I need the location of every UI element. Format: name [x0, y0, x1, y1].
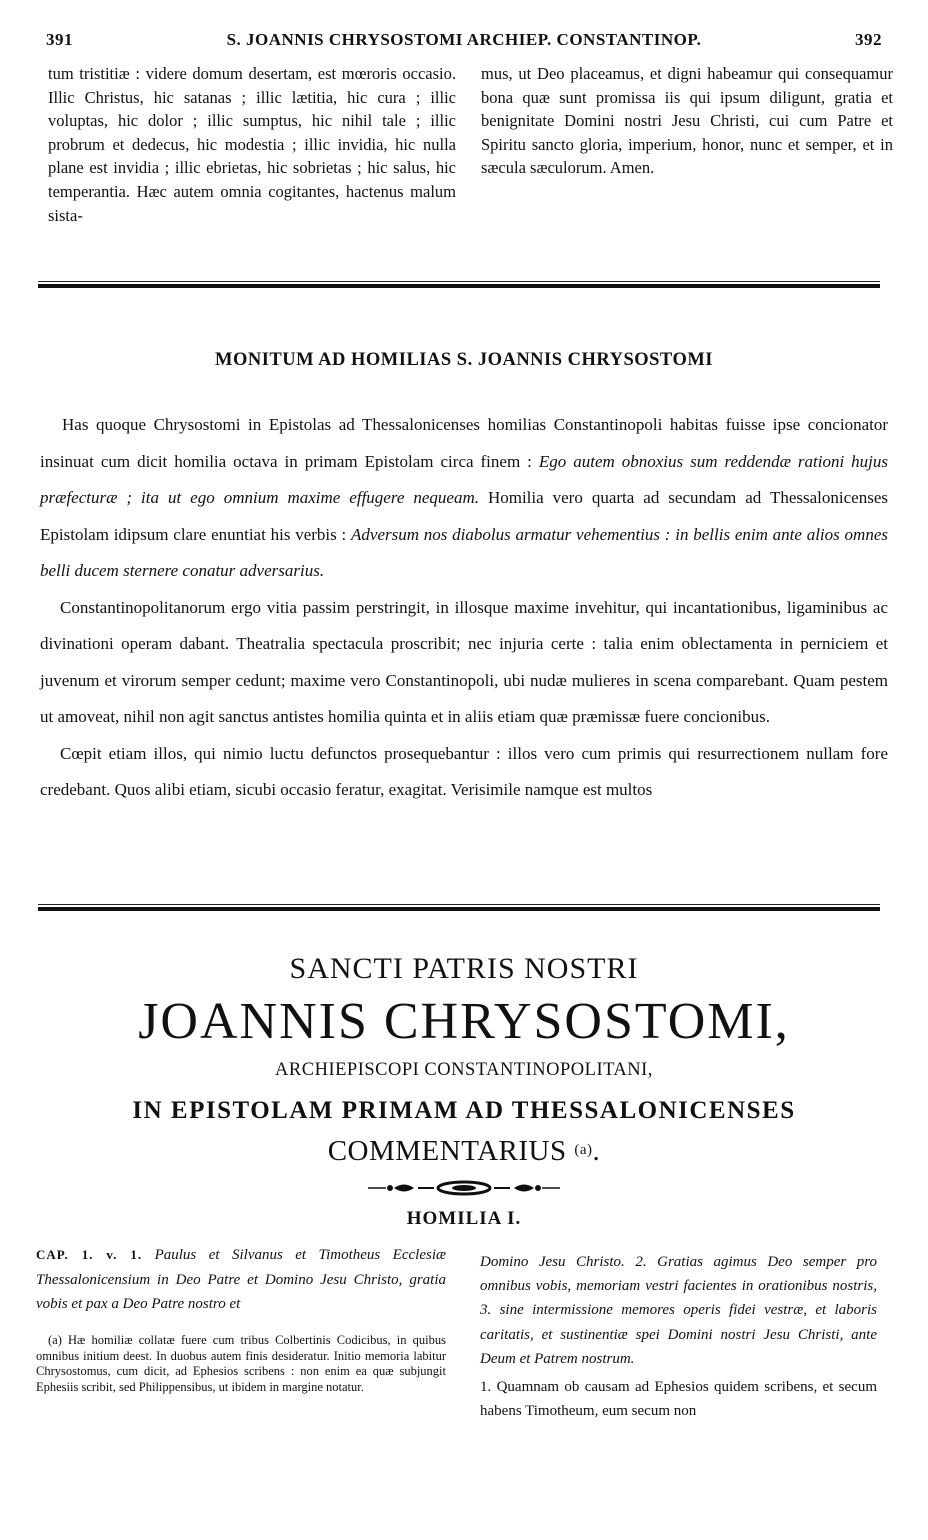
monitum-body: [40, 407, 888, 809]
monitum-p1-quote: Ego autem obnoxius sum reddendæ rationi hujus præfecturæ ; ita ut ego omnium maxime effugere nequeam.: [40, 451, 888, 507]
title-line-3: ARCHIEPISCOPI CONSTANTINOPOLITANI,: [275, 1060, 653, 1080]
scripture-left: [36, 1243, 446, 1317]
divider-rule-top: [38, 281, 880, 288]
homilia-heading: HOMILIA I.: [406, 1208, 522, 1229]
chapter-verse-ref: CAP. 1. v. 1.: [36, 1247, 143, 1262]
title-line-5: [0, 1135, 928, 1168]
title-line-4: IN EPISTOLAM PRIMAM AD THESSALONICENSES: [132, 1097, 796, 1124]
divider-rule-bottom: [38, 904, 880, 911]
monitum-paragraph-1: [40, 407, 888, 590]
monitum-paragraph-2: Constantinopolitanorum ergo vitia passim perstringit, in illosque maxime invehitur, qui incantationibus, ligaminibus ac divinationi operam dabant. Theatralia spectacula proscribit; nec injuria certe : talia enim oblectamenta in perniciem et juvenum et virorum semper cedunt; maxime vero Constantinopoli, ubi nudæ mulieres in scena comparebant. Quam pestem ut amoveat, nihil non agit sanctus antistes homilia quinta et in aliis etiam quæ præmissæ fuere concionibus.: [40, 597, 888, 726]
title-line-2: JOANNIS CHRYSOSTOMI,: [138, 993, 790, 1050]
ornament-icon: [364, 1178, 564, 1198]
scripture-right-text: Domino Jesu Christo. 2. Gratias agimus Deo semper pro omnibus vobis, memoriam vestri facientes in orationibus nostris, 3. sine intermissione memores operis fidei vestræ, et laboris caritatis, et sustinentiæ spei Domini nostri Jesu Christi, ante Deum et Patrem nostrum.: [480, 1254, 877, 1367]
top-right-column: [481, 62, 893, 180]
page-number-left: 391: [46, 30, 73, 49]
top-left-column: [48, 62, 456, 227]
monitum-paragraph-3: Cœpit etiam illos, qui nimio luctu defunctos prosequebantur : illos vero cum primis qui resurrectionem nullam fore credebant. Quos alibi etiam, sicubi occasio feratur, exagitat. Verisimile namque est multos: [40, 743, 888, 799]
scripture-left-text: Paulus et Silvanus et Timotheus Ecclesiæ Thessalonicensium in Deo Patre et Domino Jesu Christo, gratia vobis et pax a Deo Patre nostro et: [36, 1247, 446, 1312]
monitum-p1-text: Has quoque Chrysostomi in Epistolas ad Thessalonicenses homilias Constantinopoli habitas fuisse ipse concionator insinuat cum dicit homilia octava in primam Epistolam circa finem :: [40, 415, 888, 471]
top-right-text: mus, ut Deo placeamus, et digni habeamur qui consequamur bona quæ sunt promissa iis qui ipsum diligunt, gratia et benignitate Domini nostri Jesu Christi, cui cum Patre et Spiritu sancto gloria, imperium, honor, nunc et semper, et in sæcula sæculorum. Amen.: [481, 64, 893, 178]
monitum-p1-quote-2: Adversum nos diabolus armatur vehementius : in bellis enim ante alios omnes belli ducem sternere conatur adversarius.: [40, 524, 888, 580]
footnote: [36, 1333, 446, 1395]
page-number-right: 392: [855, 30, 882, 49]
scripture-left-paragraph: [36, 1243, 446, 1317]
top-left-text: tum tristitiæ : videre domum desertam, est mœroris occasio. Illic Christus, hic satanas ; illic lætitia, hic cura ; illic voluptas, hic dolor ; illic sumptus, hic nihil tale ; illic probrum et dedecus, hic modestia ; illic invidia, hic nulla plane est invidia ; illic ebrietas, hic sobrietas ; hic salus, hic temperantia. Hæc autem omnia cogitantes, hactenus malum sista-: [48, 64, 456, 225]
title-commentarius: COMMENTARIUS: [327, 1135, 567, 1167]
footnote-marker: (a): [574, 1142, 593, 1158]
commentary-paragraph-1: 1. Quamnam ob causam ad Ephesios quidem scribens, et secum habens Timotheum, eum secum non: [480, 1379, 877, 1420]
monitum-title: MONITUM AD HOMILIAS S. JOANNIS CHRYSOSTOMI: [215, 350, 713, 370]
monitum-p1-text-2: Homilia vero quarta ad secundam ad Thessalonicenses Epistolam idipsum clare enuntiat his verbis :: [40, 488, 888, 544]
title-line-1: SANCTI PATRIS NOSTRI: [289, 952, 639, 985]
footnote-text: (a) Hæ homiliæ collatæ fuere cum tribus Colbertinis Codicibus, in quibus omnibus initium deest. In duobus autem finis desideratur. Initio memoria labitur Chrysostomus, cum dicit, ad Ephesios scribens : non enim ea quæ subjungit Ephesiis scribit, sed Philippensibus, ut ibidem in margine notatur.: [36, 1333, 446, 1394]
running-title: S. JOANNIS CHRYSOSTOMI ARCHIEP. CONSTANTINOP.: [226, 30, 702, 49]
title-period: .: [592, 1135, 601, 1167]
scripture-right: [480, 1250, 877, 1423]
